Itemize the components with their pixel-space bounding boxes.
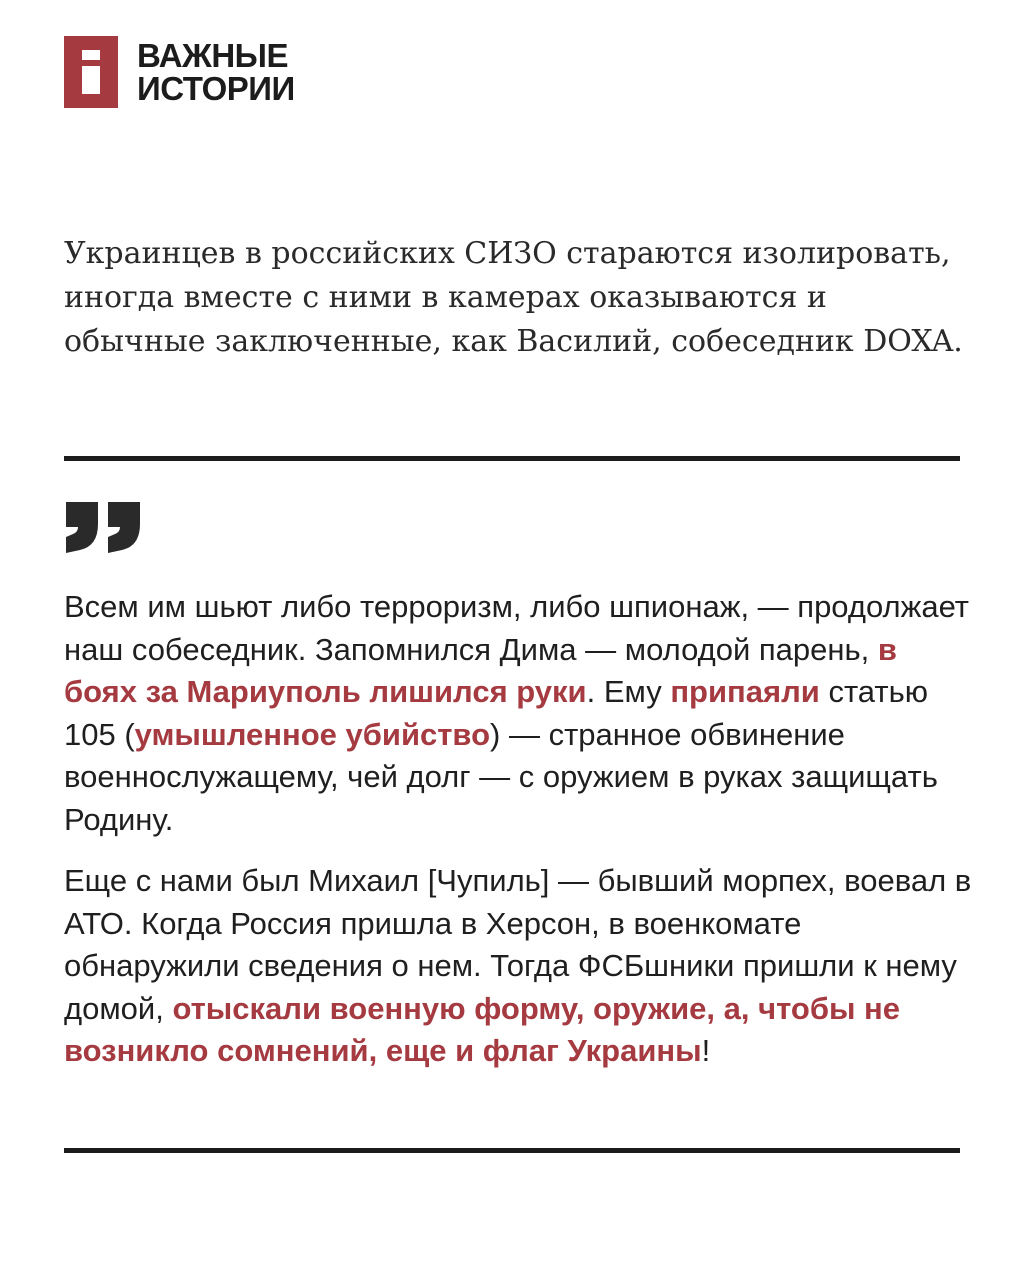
- highlight-text: в боях за Мариуполь лишился руки: [64, 631, 897, 709]
- logo-line-2: ИСТОРИИ: [137, 70, 295, 107]
- quote-text: . Ему: [586, 674, 671, 709]
- quote-text: !: [701, 1033, 711, 1068]
- logo-line-1: ВАЖНЫЕ: [137, 37, 288, 74]
- logo-wordmark: [137, 39, 295, 105]
- lead-paragraph: Украинцев в российских СИЗО стараются изолировать, иногда вместе с ними в камерах оказываются и обычные заключенные, как Василий, собеседник DOXA.: [64, 236, 963, 359]
- quote-text: Еще с нами был Михаил [Чупиль] — бывший морпех, воевал в АТО. Когда Россия пришла в Херсон, в военкомате обнаружили сведения о нем. Тогда ФСБшники пришли к нему домой,: [64, 863, 972, 1026]
- quote-text: Всем им шьют либо терроризм, либо шпионаж, — продолжает наш собеседник. Запомнился Дима — молодой парень,: [64, 589, 969, 667]
- highlight-text: припаяли: [670, 674, 820, 709]
- quote-body: [64, 586, 974, 1073]
- brand-logo: [64, 36, 295, 108]
- bottom-divider: [64, 1148, 960, 1153]
- highlight-text: отыскали военную форму, оружие, а, чтобы не возникло сомнений, еще и флаг Украины: [64, 990, 901, 1068]
- quote-paragraph-1: [64, 586, 974, 841]
- quotation-mark-icon: [64, 494, 144, 556]
- top-divider: [64, 456, 960, 461]
- logo-i-icon: [64, 36, 118, 108]
- quote-text: статью 105 (: [64, 674, 928, 752]
- highlight-text: умышленное убийство: [134, 716, 491, 752]
- quote-paragraph-2: [64, 860, 974, 1073]
- quote-text: ) — странное обвинение военнослужащему, чей долг — с оружием в руках защищать Родину.: [64, 716, 938, 837]
